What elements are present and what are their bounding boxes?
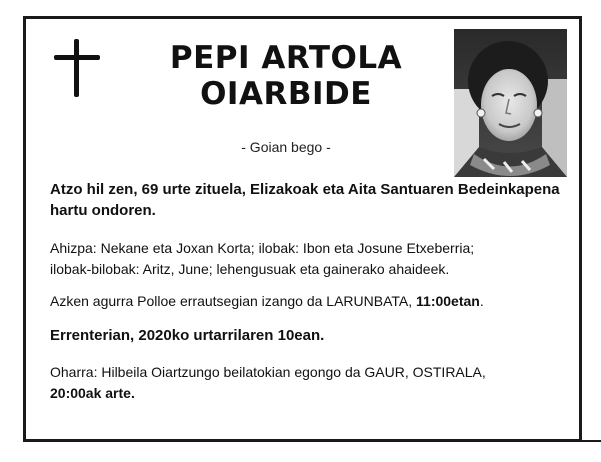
frame-bottom-rule (26, 440, 601, 442)
family-line-1: Ahizpa: Nekane eta Joxan Korta; ilobak: Ibon eta Josune Etxeberria; (50, 240, 475, 256)
obituary-frame (23, 16, 582, 442)
family-members (50, 238, 570, 280)
wake-note-text: Oharra: Hilbeila Oiartzungo beilatokian egongo da GAUR, OSTIRALA, (50, 364, 486, 380)
portrait-photo (454, 29, 567, 177)
rest-in-peace-line: - Goian bego - (241, 139, 331, 155)
death-announcement: Atzo hil zen, 69 urte zituela, Elizakoak eta Aita Santuaren Bedeinkapena hartu ondoren. (50, 181, 560, 219)
family-line-2: ilobak-bilobak: Aritz, June; lehengusuak eta gainerako ahaideek. (50, 261, 450, 277)
name-line-2: OIARBIDE (200, 76, 372, 112)
deceased-name (136, 40, 436, 112)
wake-note-time: 20:00ak arte. (50, 385, 135, 401)
farewell-info (50, 291, 570, 312)
farewell-end: . (479, 293, 484, 309)
place-date: Errenterian, 2020ko urtarrilaren 10ean. (50, 327, 325, 344)
farewell-text: Azken agurra Polloe errautsegian izango da LARUNBATA, (50, 293, 417, 309)
farewell-time: 11:00etan (416, 293, 480, 309)
cross-icon (54, 39, 104, 101)
wake-note (50, 362, 570, 404)
name-line-1: PEPI ARTOLA (169, 40, 403, 76)
